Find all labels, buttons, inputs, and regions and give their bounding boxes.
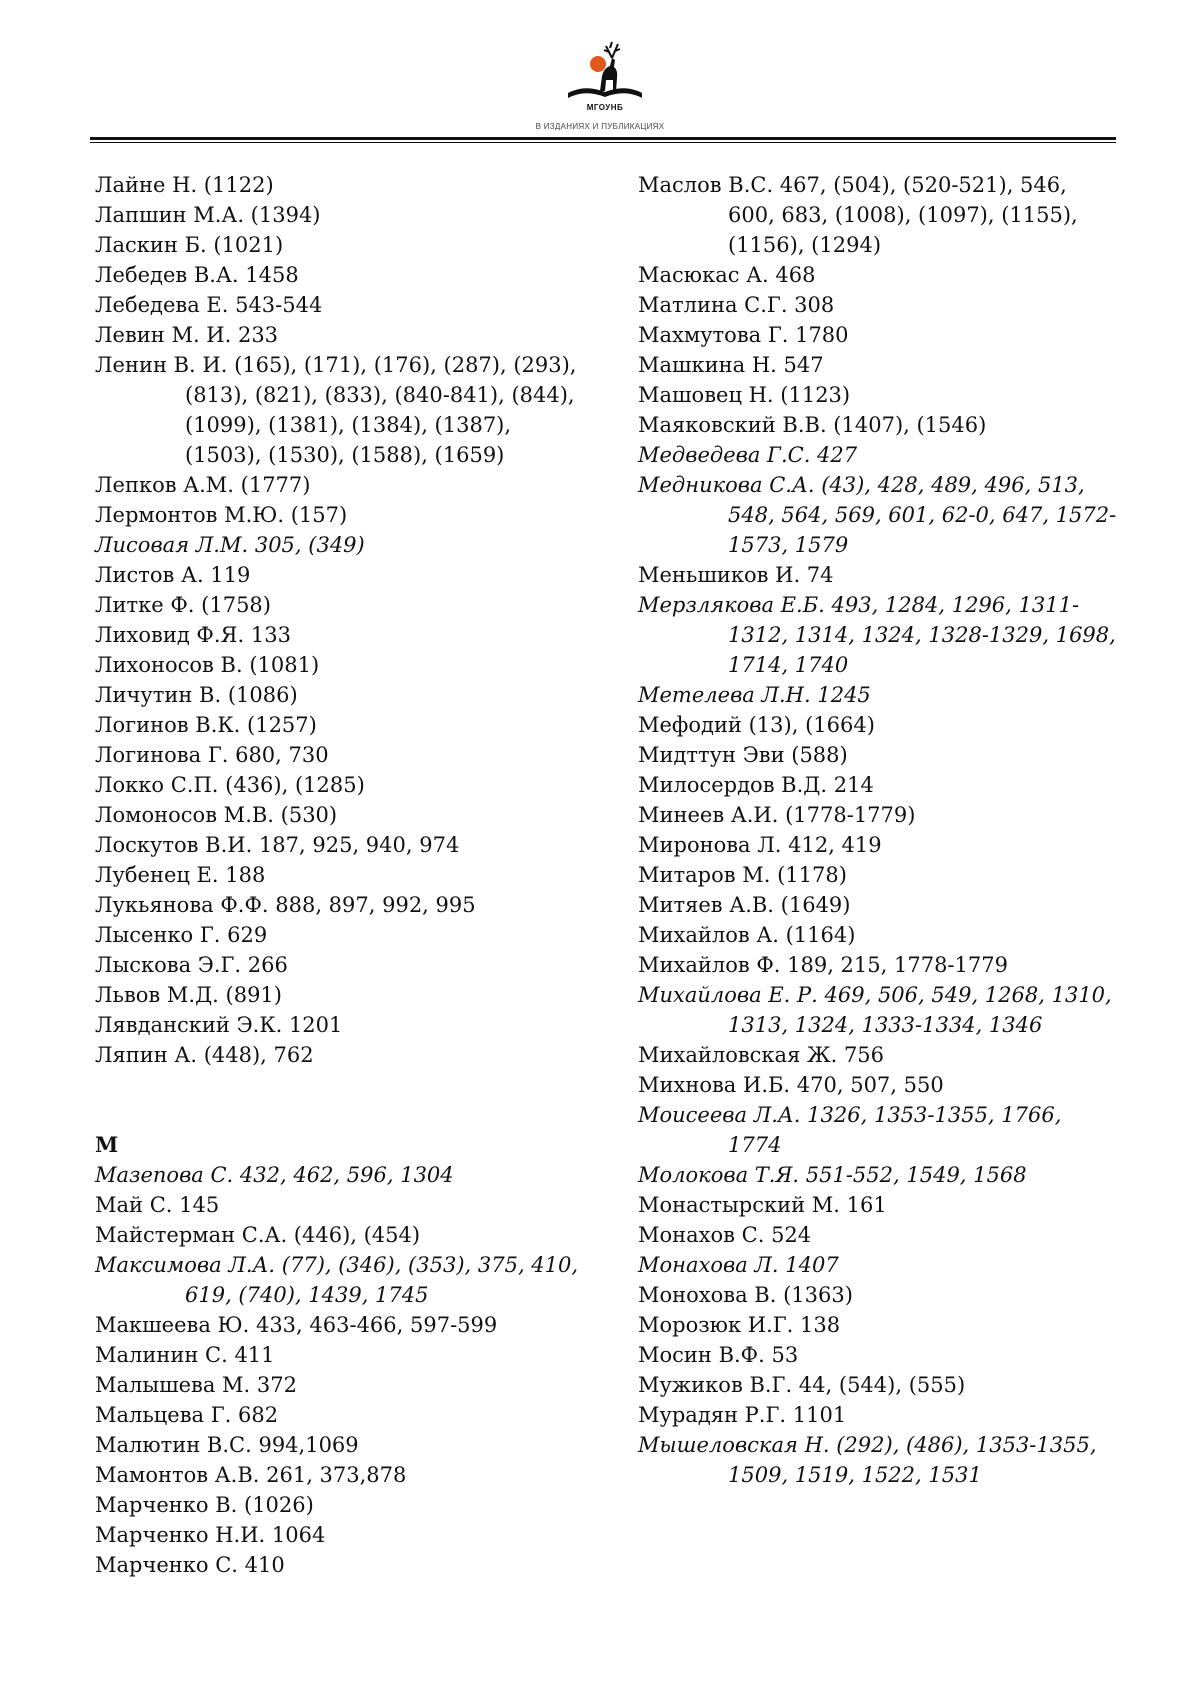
index-entry: Михайлов Ф. 189, 215, 1778-1779 [638,953,1008,977]
index-entry: Лебедев В.А. 1458 [95,263,299,287]
left-entries-before [95,170,590,1070]
index-entry: Лоскутов В.И. 187, 925, 940, 974 [95,833,460,857]
header-rule-thick [90,137,1116,140]
index-entry: Марченко С. 410 [95,1553,285,1577]
index-entry: Монахов С. 524 [638,1223,812,1247]
index-entry: Меньшиков И. 74 [638,563,834,587]
index-entry: Мышеловская Н. (292), (486), 1353-1355, 1509, 1519, 1522, 1531 [638,1433,1097,1487]
left-entries-after [95,1160,590,1580]
index-entry: Масюкас А. 468 [638,263,816,287]
library-logo-icon [560,38,650,108]
index-entry: Листов А. 119 [95,563,251,587]
index-entry: Медведева Г.С. 427 [638,443,858,467]
index-entry: Логинов В.К. (1257) [95,713,317,737]
index-entry: Мальцева Г. 682 [95,1403,279,1427]
logo-text: МГОУНБ [586,103,624,112]
index-entry: Моисеева Л.А. 1326, 1353-1355, 1766, 1774 [638,1103,1062,1157]
index-entry: Максимова Л.А. (77), (346), (353), 375, 410, 619, (740), 1439, 1745 [95,1253,579,1307]
index-entry: Мазепова С. 432, 462, 596, 1304 [95,1163,454,1187]
index-entry: Лапшин М.А. (1394) [95,203,321,227]
index-entry: Матлина С.Г. 308 [638,293,835,317]
index-entry: Ляпин А. (448), 762 [95,1043,314,1067]
index-entry: Медникова С.А. (43), 428, 489, 496, 513, 548, 564, 569, 601, 62-0, 647, 1572-1573, 1579 [638,473,1117,557]
index-entry: Лисовая Л.М. 305, (349) [95,533,365,557]
index-entry: Машовец Н. (1123) [638,383,851,407]
index-entry: Михнова И.Б. 470, 507, 550 [638,1073,944,1097]
index-entry: Монастырский М. 161 [638,1193,887,1217]
index-entry: Малинин С. 411 [95,1343,275,1367]
index-entry: Мосин В.Ф. 53 [638,1343,799,1367]
header-subtitle: В ИЗДАНИЯХ И ПУБЛИКАЦИЯХ [535,122,665,131]
index-entry: Мефодий (13), (1664) [638,713,875,737]
section-letter: М [95,1132,119,1157]
index-entry: Логинова Г. 680, 730 [95,743,329,767]
index-entry: Лявданский Э.К. 1201 [95,1013,343,1037]
index-entry: Ленин В. И. (165), (171), (176), (287), (293), (813), (821), (833), (840-841), (844), (1099), (1381), (1384), (1387), (1503), (1530), (1588), (1659) [95,353,577,467]
index-entry: Миронова Л. 412, 419 [638,833,882,857]
index-entry: Маслов В.С. 467, (504), (520-521), 546, 600, 683, (1008), (1097), (1155), (1156), (1294) [638,173,1078,257]
index-entry: Мерзлякова Е.Б. 493, 1284, 1296, 1311-1312, 1314, 1324, 1328-1329, 1698, 1714, 1740 [638,593,1116,677]
index-entry: Лысенко Г. 629 [95,923,268,947]
index-entry: Левин М. И. 233 [95,323,279,347]
index-entry: Лихоносов В. (1081) [95,653,320,677]
right-column [638,170,1118,1490]
index-entry: Маяковский В.В. (1407), (1546) [638,413,987,437]
index-entry: Машкина Н. 547 [638,353,824,377]
index-entry: Май С. 145 [95,1193,220,1217]
left-column [95,170,590,1580]
index-entry: Ломоносов М.В. (530) [95,803,338,827]
right-entries [638,170,1118,1490]
index-entry: Михайлова Е. Р. 469, 506, 549, 1268, 1310, 1313, 1324, 1333-1334, 1346 [638,983,1112,1037]
index-entry: Малютин В.С. 994,1069 [95,1433,359,1457]
header-rule-thin [90,142,1116,143]
index-entry: Монахова Л. 1407 [638,1253,839,1277]
index-entry: Морозюк И.Г. 138 [638,1313,841,1337]
index-entry: Митяев А.В. (1649) [638,893,851,917]
index-entry: Молокова Т.Я. 551-552, 1549, 1568 [638,1163,1027,1187]
index-entry: Махмутова Г. 1780 [638,323,849,347]
index-entry: Ласкин Б. (1021) [95,233,284,257]
index-entry: Мужиков В.Г. 44, (544), (555) [638,1373,966,1397]
section-spacer [95,1070,590,1130]
index-entry: Лайне Н. (1122) [95,173,274,197]
index-entry: Майстерман С.А. (446), (454) [95,1223,421,1247]
index-entry: Львов М.Д. (891) [95,983,282,1007]
index-entry: Личутин В. (1086) [95,683,298,707]
index-entry: Монохова В. (1363) [638,1283,853,1307]
index-entry: Лиховид Ф.Я. 133 [95,623,291,647]
index-entry: Лепков А.М. (1777) [95,473,311,497]
index-entry: Лермонтов М.Ю. (157) [95,503,348,527]
index-entry: Мидттун Эви (588) [638,743,848,767]
index-entry: Митаров М. (1178) [638,863,847,887]
page-header [0,0,1196,150]
index-entry: Михайловская Ж. 756 [638,1043,885,1067]
index-entry: Малышева М. 372 [95,1373,297,1397]
index-entry: Метелева Л.Н. 1245 [638,683,871,707]
index-entry: Лыскова Э.Г. 266 [95,953,288,977]
index-entry: Литке Ф. (1758) [95,593,271,617]
index-entry: Макшеева Ю. 433, 463-466, 597-599 [95,1313,498,1337]
index-entry: Лебедева Е. 543-544 [95,293,323,317]
index-entry: Локко С.П. (436), (1285) [95,773,365,797]
index-entry: Марченко Н.И. 1064 [95,1523,326,1547]
index-entry: Милосердов В.Д. 214 [638,773,874,797]
index-entry: Мамонтов А.В. 261, 373,878 [95,1463,407,1487]
index-entry: Мурадян Р.Г. 1101 [638,1403,847,1427]
index-entry: Минеев А.И. (1778-1779) [638,803,916,827]
index-entry: Лубенец Е. 188 [95,863,266,887]
index-entry: Марченко В. (1026) [95,1493,314,1517]
index-entry: Михайлов А. (1164) [638,923,856,947]
index-entry: Лукьянова Ф.Ф. 888, 897, 992, 995 [95,893,476,917]
